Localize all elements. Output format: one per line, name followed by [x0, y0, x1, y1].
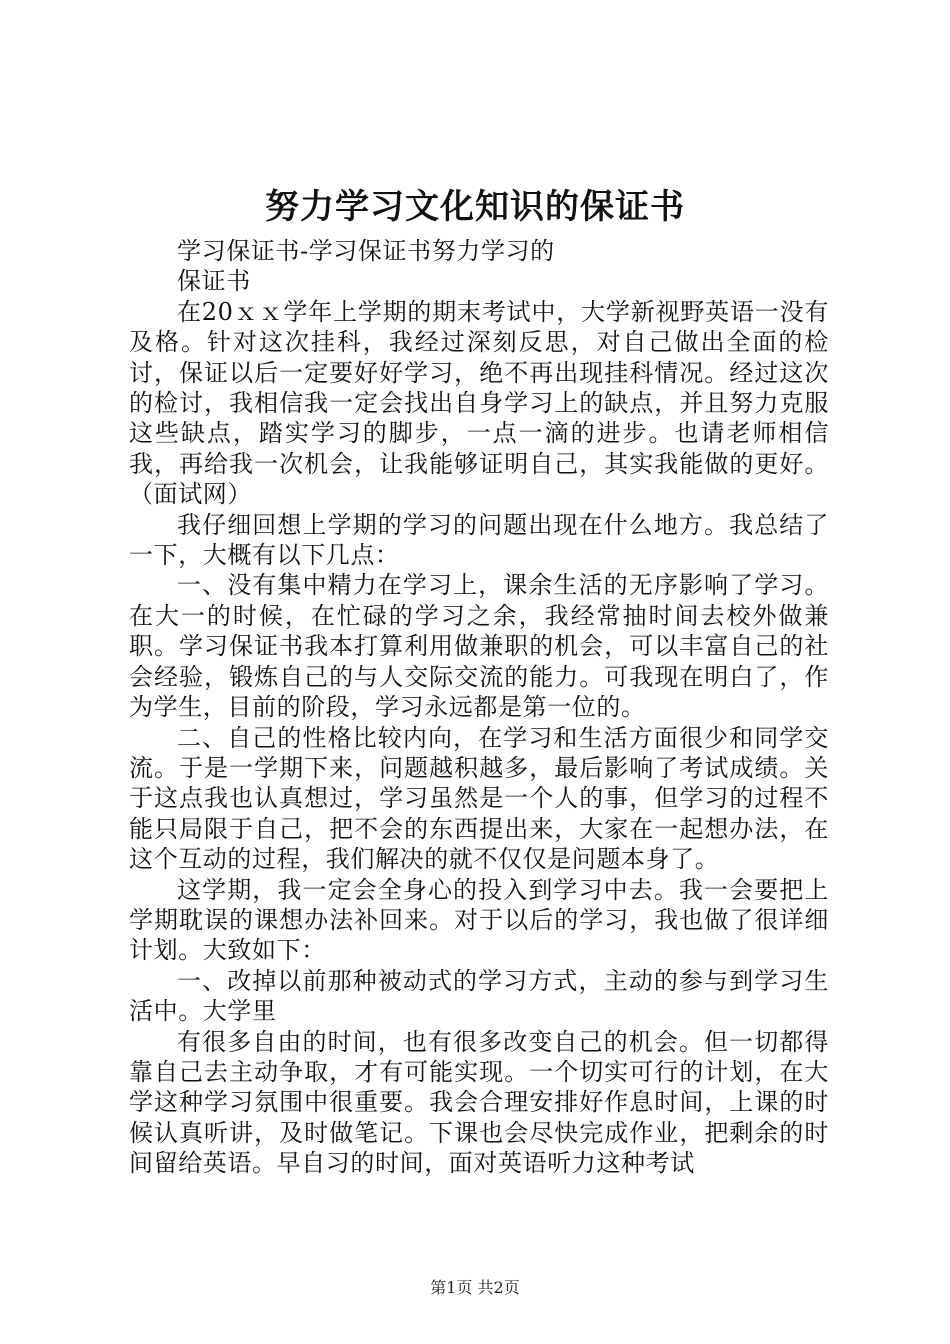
paragraph: 这学期，我一定会全身心的投入到学习中去。我一会要把上学期耽误的课想办法补回来。对于以后的学习，我也做了很详细计划。大致如下： — [129, 875, 829, 965]
document-body — [129, 236, 829, 1179]
page-number-footer: 第1页 共2页 — [430, 1278, 520, 1297]
paragraph: 我仔细回想上学期的学习的问题出现在什么地方。我总结了一下，大概有以下几点： — [129, 510, 829, 570]
paragraph: 一、改掉以前那种被动式的学习方式，主动的参与到学习生活中。大学里 — [129, 966, 829, 1026]
document-title: 努力学习文化知识的保证书 — [265, 187, 685, 227]
paragraph: 学习保证书-学习保证书努力学习的 — [177, 237, 555, 265]
paragraph: 有很多自由的时间，也有很多改变自己的机会。但一切都得靠自己去主动争取，才有可能实现。一个切实可行的计划，在大学这种学习氛围中很重要。我会合理安排好作息时间，上课的时候认真听讲，及时做笔记。下课也会尽快完成作业，把剩余的时间留给英语。早自习的时间，面对英语听力这种考试 — [129, 1027, 829, 1178]
paragraph: 在20ｘｘ学年上学期的期末考试中，大学新视野英语一没有及格。针对这次挂科，我经过深刻反思，对自己做出全面的检讨，保证以后一定要好好学习，绝不再出现挂科情况。经过这次的检讨，我相信我一定会找出自身学习上的缺点，并且努力克服这些缺点，踏实学习的脚步，一点一滴的进步。也请老师相信我，再给我一次机会，让我能够证明自己，其实我能做的更好。（面试网） — [129, 297, 829, 509]
paragraph: 保证书 — [177, 267, 251, 296]
paragraph: 一、没有集中精力在学习上，课余生活的无序影响了学习。在大一的时候，在忙碌的学习之余，我经常抽时间去校外做兼职。学习保证书我本打算利用做兼职的机会，可以丰富自己的社会经验，锻炼自己的与人交际交流的能力。可我现在明白了，作为学生，目前的阶段，学习永远都是第一位的。 — [129, 571, 829, 722]
paragraph: 二、自己的性格比较内向，在学习和生活方面很少和同学交流。于是一学期下来，问题越积越多，最后影响了考试成绩。关于这点我也认真想过，学习虽然是一个人的事，但学习的过程不能只局限于自己，把不会的东西提出来，大家在一起想办法，在这个互动的过程，我们解决的就不仅仅是问题本身了。 — [129, 723, 829, 874]
